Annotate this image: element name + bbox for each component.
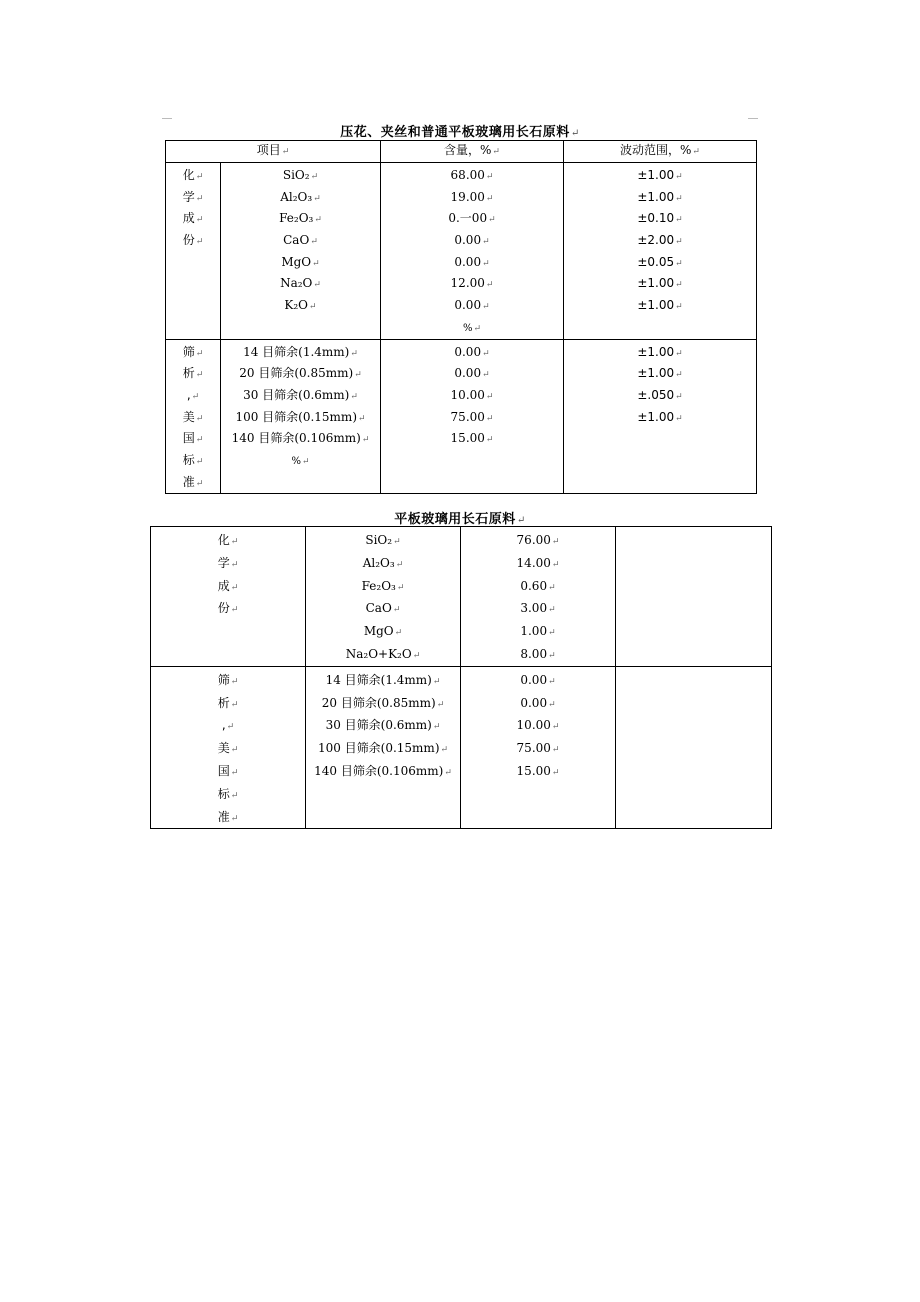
table1-header-item: 项目↵ (166, 141, 381, 163)
table1 (165, 140, 757, 494)
sieve-name: 30 目筛余(0.6mm)↵ (325, 718, 441, 733)
table1-sieve-row (166, 339, 757, 494)
table1-header-range: 波动范围，%↵ (564, 141, 757, 163)
chem-name: Fe₂O₃↵ (279, 211, 322, 226)
table2-chem-empty-cell (616, 527, 772, 667)
table1-header-row (166, 141, 757, 163)
sieve-content: 10.00↵ (450, 387, 494, 402)
chem-content: 1.00↵ (520, 624, 556, 639)
chem-range: ±1.00↵ (637, 298, 683, 313)
table1-sieve-range-cell (564, 339, 757, 494)
sieve-range: ±1.00↵ (637, 366, 683, 381)
chem-name: MgO↵ (281, 254, 320, 269)
chem-name: CaO↵ (365, 601, 401, 616)
chem-range: ±0.10↵ (637, 211, 683, 226)
corner-mark-left (162, 118, 172, 119)
table1-header-content: 含量，%↵ (381, 141, 564, 163)
chem-content: 0.一00↵ (448, 211, 496, 226)
sieve-name: 14 目筛余(1.4mm)↵ (325, 672, 441, 687)
table1-chem-label-cell (166, 163, 221, 340)
chem-content: 14.00↵ (516, 555, 560, 570)
chem-content: 12.00↵ (450, 276, 494, 291)
chem-range: ±0.05↵ (637, 254, 683, 269)
sieve-name: 20 目筛余(0.85mm)↵ (321, 695, 445, 710)
sieve-range (564, 428, 756, 450)
chem-range: ±1.00↵ (637, 168, 683, 182)
chem-name: SiO₂↵ (365, 533, 401, 547)
sieve-range: ±1.00↵ (637, 344, 683, 359)
sieve-label-char: 准↵ (182, 474, 204, 489)
chem-name: Fe₂O₃↵ (361, 578, 405, 593)
chem-name: Al₂O₃↵ (362, 555, 404, 570)
sieve-name: 100 目筛余(0.15mm)↵ (317, 741, 449, 756)
chem-label-char: 份↵ (182, 233, 204, 248)
sieve-content: 15.00↵ (450, 431, 494, 446)
percent-trailer: %↵ (462, 322, 482, 334)
sieve-content: 15.00↵ (516, 763, 560, 778)
sieve-content: 75.00↵ (450, 409, 494, 424)
chem-content: 0.00↵ (454, 254, 490, 269)
table2-chem-content-cell (461, 527, 616, 667)
chem-label-char: 学↵ (217, 555, 239, 570)
sieve-content: 0.00↵ (454, 344, 490, 359)
chem-content: 0.60↵ (520, 578, 556, 593)
chem-name: SiO₂↵ (282, 168, 319, 182)
sieve-label-char: 准↵ (217, 809, 239, 824)
chem-label-char: 化↵ (217, 533, 239, 547)
table1-chem-range-cell (564, 163, 757, 340)
sieve-name: 140 目筛余(0.106mm)↵ (314, 763, 452, 778)
sieve-name: 140 目筛余(0.106mm)↵ (231, 431, 370, 446)
sieve-name: 100 目筛余(0.15mm)↵ (235, 409, 366, 424)
sieve-content: 0.00↵ (520, 672, 556, 687)
chem-name: Al₂O₃↵ (280, 189, 321, 204)
sieve-label-char: ,↵ (186, 387, 200, 402)
chem-content: 8.00↵ (520, 646, 556, 661)
sieve-label-char: 美↵ (182, 409, 204, 424)
table2-title: 平板玻璃用长石原料↵ (394, 512, 526, 527)
table1-chem-name-cell (221, 163, 381, 340)
table2-chem-name-cell (306, 527, 461, 667)
chem-label-char: 学↵ (182, 189, 204, 204)
sieve-label-char: 标↵ (217, 786, 239, 801)
table1-sieve-content-cell (381, 339, 564, 494)
chem-content: 0.00↵ (454, 233, 490, 248)
chem-range: ±1.00↵ (637, 189, 683, 204)
chem-range: ±1.00↵ (637, 276, 683, 291)
chem-label-char: 化↵ (182, 168, 204, 182)
sieve-content: 75.00↵ (516, 741, 560, 756)
table1-sieve-name-cell (221, 339, 381, 494)
table2-sieve-name-cell (306, 666, 461, 829)
sieve-label-char: 标↵ (182, 452, 204, 467)
table1-sieve-label-cell (166, 339, 221, 494)
table2-chem-label-cell (151, 527, 306, 667)
sieve-label-char: 国↵ (217, 763, 239, 778)
corner-mark-right (748, 118, 758, 119)
sieve-label-char: ,↵ (221, 718, 235, 733)
sieve-label-char: 国↵ (182, 431, 204, 446)
table1-title: 压花、夹丝和普通平板玻璃用长石原料↵ (340, 125, 580, 140)
sieve-label-char: 筛↵ (217, 672, 239, 687)
sieve-label-char: 析↵ (182, 366, 204, 381)
table2 (150, 526, 772, 829)
chem-content: 76.00↵ (516, 533, 560, 547)
sieve-name: 30 目筛余(0.6mm)↵ (243, 387, 358, 402)
chem-content: 3.00↵ (520, 601, 556, 616)
sieve-range: ±.050↵ (637, 387, 683, 402)
table2-sieve-label-cell (151, 666, 306, 829)
chem-content: 0.00↵ (454, 298, 490, 313)
table2-sieve-row (151, 666, 772, 829)
table2-sieve-empty-cell (616, 666, 772, 829)
sieve-label-char: 筛↵ (182, 344, 204, 359)
chem-content: 19.00↵ (450, 189, 494, 204)
table1-chem-row (166, 163, 757, 340)
table2-chem-row (151, 527, 772, 667)
chem-name: MgO↵ (363, 624, 403, 639)
sieve-label-char: 美↵ (217, 741, 239, 756)
chem-range: ±2.00↵ (637, 233, 683, 248)
sieve-content: 0.00↵ (520, 695, 556, 710)
chem-label-char: 成↵ (182, 211, 204, 226)
sieve-label-char: 析↵ (217, 695, 239, 710)
chem-name: K₂O↵ (284, 298, 317, 313)
table1-chem-content-cell (381, 163, 564, 340)
chem-name: Na₂O↵ (280, 276, 321, 291)
sieve-name: 20 目筛余(0.85mm)↵ (239, 366, 362, 381)
table2-sieve-content-cell (461, 666, 616, 829)
chem-content: 68.00↵ (450, 168, 494, 182)
sieve-name: 14 目筛余(1.4mm)↵ (243, 344, 358, 359)
chem-name: Na₂O+K₂O↵ (345, 646, 421, 661)
percent-trailer: %↵ (291, 455, 310, 467)
chem-label-char: 成↵ (217, 578, 239, 593)
chem-name: CaO↵ (283, 233, 318, 248)
sieve-content: 0.00↵ (454, 366, 490, 381)
sieve-range: ±1.00↵ (637, 409, 683, 424)
sieve-content: 10.00↵ (516, 718, 560, 733)
chem-label-char: 份↵ (217, 601, 239, 616)
